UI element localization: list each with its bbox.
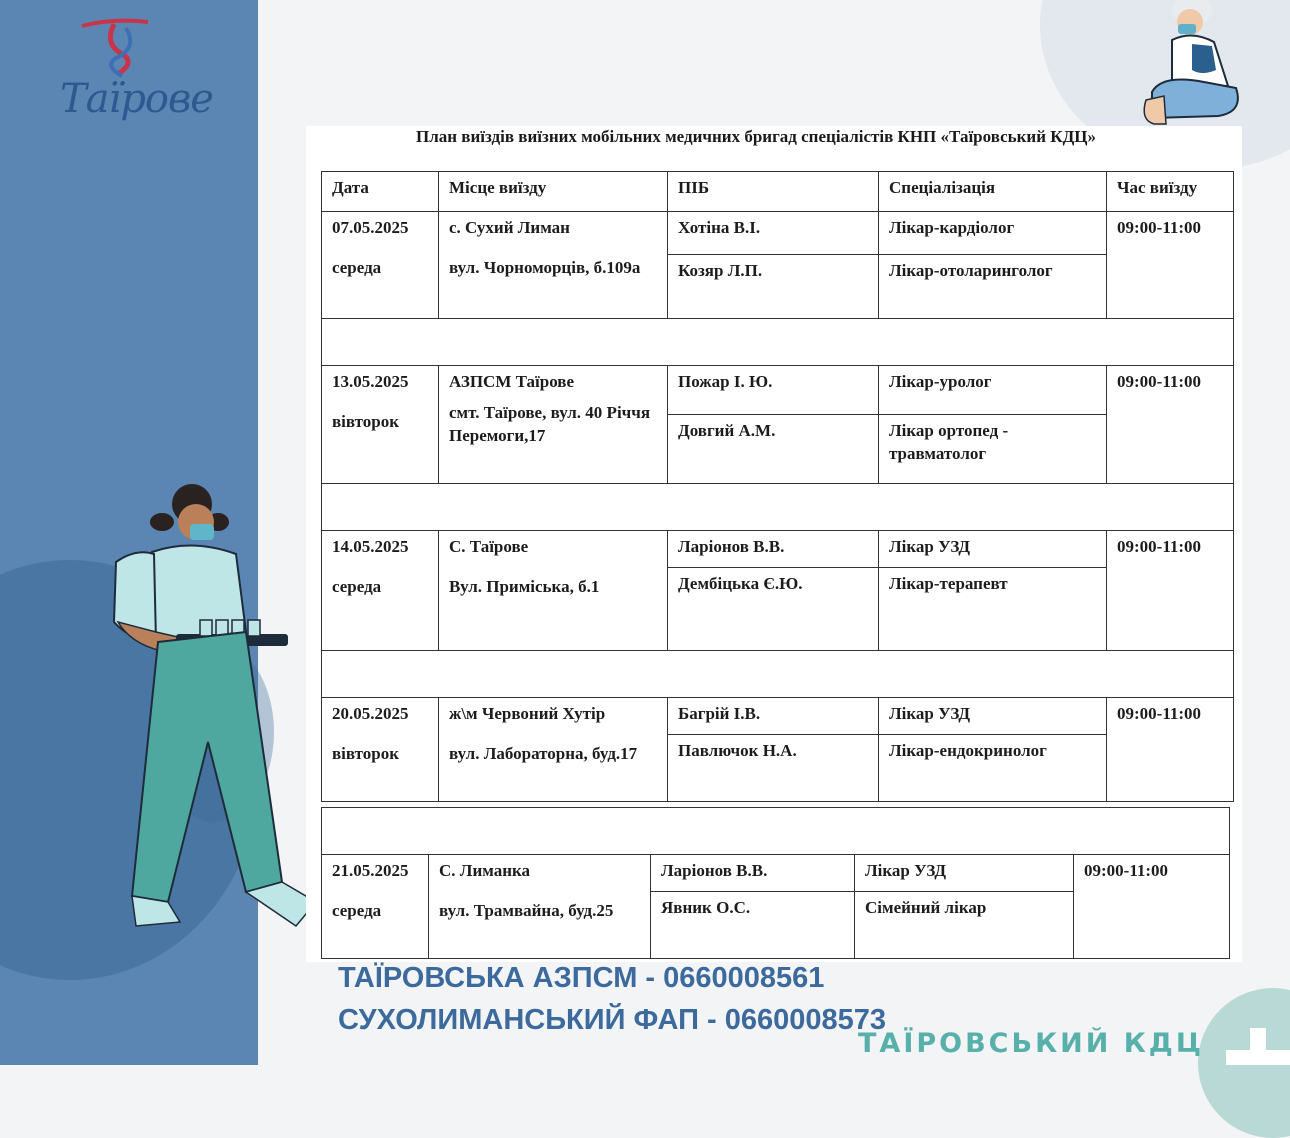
header-place: Місце виїзду [439,172,668,212]
visit-day: вівторок [332,412,400,431]
doctor-name: Дембіцька Є.Ю. [668,567,878,595]
visit-date: 14.05.2025 [332,537,409,556]
table-row [322,698,1234,802]
doctor-specialization: Лікар-отоларинголог [879,254,1106,282]
header-date: Дата [322,172,439,212]
visit-place: ж\м Червоний Хутір [449,704,606,723]
header-time: Час виїзду [1107,172,1234,212]
plus-icon [1226,1028,1290,1065]
visit-date: 07.05.2025 [332,218,409,237]
visit-day: вівторок [332,744,400,763]
patient-illustration [1132,0,1252,128]
footer-phone-azpsm: ТАЇРОВСЬКА АЗПСМ - 0660008561 [338,962,825,994]
visit-time: 09:00-11:00 [1074,855,1230,959]
table-gap-row [322,484,1234,531]
doctor-specialization: Лікар УЗД [889,704,971,723]
doctor-specialization: Сімейний лікар [855,891,1073,919]
doctor-specialization: Лікар-терапевт [879,567,1106,595]
visit-place: С. Таїрове [449,537,529,556]
doctor-specialization: Лікар-уролог [889,372,992,391]
doctor-name: Багрій І.В. [678,704,761,723]
doctor-specialization: Лікар-кардіолог [889,218,1015,237]
table-row [322,855,1230,959]
table-header-row [322,172,1234,212]
doctor-name: Козяр Л.П. [668,254,878,282]
logo-wordmark: Таїрове [60,76,213,122]
doctor-name: Пожар І. Ю. [678,372,773,391]
visit-place: АЗПСМ Таїрове [449,372,575,391]
visit-address: смт. Таїрове, вул. 40 Річчя Перемоги,17 [449,403,651,445]
doctor-name: Явник О.С. [651,891,854,919]
footer-phone-fap: СУХОЛИМАНСЬКИЙ ФАП - 0660008573 [338,1004,886,1036]
visit-day: середа [332,258,382,277]
nurse-illustration [96,482,326,932]
header-name: ПІБ [668,172,879,212]
visit-date: 20.05.2025 [332,704,409,723]
visit-day: середа [332,901,382,920]
visit-time: 09:00-11:00 [1107,366,1234,484]
visit-place: С. Лиманка [439,861,531,880]
header-specialization: Спеціалізація [879,172,1107,212]
doctor-name: Довгий А.М. [668,414,878,442]
doctor-name: Ларіонов В.В. [661,861,768,880]
doctor-specialization: Лікар ортопед - травматолог [879,414,1106,465]
doctor-name: Хотіна В.І. [678,218,761,237]
visit-address: Вул. Приміська, б.1 [449,577,600,596]
doctor-name: Павлючок Н.А. [668,734,878,762]
visit-time: 09:00-11:00 [1107,531,1234,651]
visit-day: середа [332,577,382,596]
table-gap-row [322,808,1230,855]
doctor-specialization: Лікар-ендокринолог [879,734,1106,762]
visit-time: 09:00-11:00 [1107,212,1234,319]
doctor-specialization: Лікар УЗД [865,861,947,880]
visit-address: вул. Трамвайна, буд.25 [439,901,614,920]
doctor-name: Ларіонов В.В. [678,537,785,556]
schedule-table [321,171,1234,802]
document-title: План виїздів виїзних мобільних медичних бригад спеціалістів КНП «Таїровський КДЦ» [416,127,1096,146]
table-gap-row [322,651,1234,698]
schedule-table-extra [321,807,1230,959]
table-gap-row [322,319,1234,366]
visit-date: 21.05.2025 [332,861,409,880]
table-row [322,366,1234,484]
visit-time: 09:00-11:00 [1107,698,1234,802]
visit-date: 13.05.2025 [332,372,409,391]
visit-address: вул. Лабораторна, буд.17 [449,744,638,763]
table-row [322,531,1234,651]
table-row [322,212,1234,319]
visit-address: вул. Чорноморців, б.109а [449,258,641,277]
doctor-specialization: Лікар УЗД [889,537,971,556]
footer-brand: ТАЇРОВСЬКИЙ КДЦ [858,1028,1204,1059]
visit-place: с. Сухий Лиман [449,218,570,237]
